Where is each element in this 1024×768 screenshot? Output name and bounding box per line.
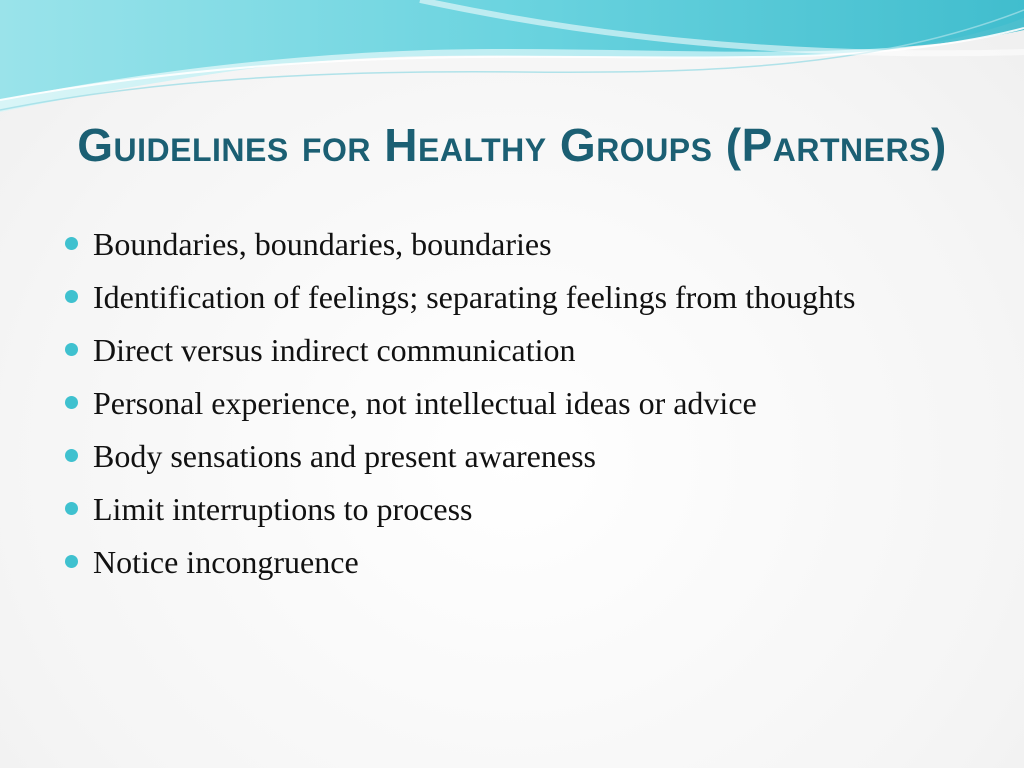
bullet-dot-icon: [65, 502, 78, 515]
bullet-dot-icon: [65, 290, 78, 303]
bullet-dot-icon: [65, 449, 78, 462]
header-wave-decoration: [0, 0, 1024, 130]
bullet-list: [62, 222, 942, 593]
bullet-item: [62, 487, 942, 531]
bullet-text: Limit interruptions to process: [93, 491, 473, 527]
bullet-text: Notice incongruence: [93, 544, 359, 580]
bullet-text: Direct versus indirect communication: [93, 332, 576, 368]
bullet-dot-icon: [65, 555, 78, 568]
bullet-text: Boundaries, boundaries, boundaries: [93, 226, 552, 262]
bullet-text: Body sensations and present awareness: [93, 438, 596, 474]
bullet-dot-icon: [65, 237, 78, 250]
bullet-text: Personal experience, not intellectual ideas or advice: [93, 385, 757, 421]
bullet-item: [62, 434, 942, 478]
bullet-item: [62, 540, 942, 584]
bullet-text: Identification of feelings; separating feelings from thoughts: [93, 279, 856, 315]
bullet-item: [62, 328, 942, 372]
bullet-dot-icon: [65, 343, 78, 356]
bullet-dot-icon: [65, 396, 78, 409]
bullet-item: [62, 275, 942, 319]
bullet-item: [62, 381, 942, 425]
slide-title: Guidelines for Healthy Groups (Partners): [77, 119, 947, 171]
bullet-item: [62, 222, 942, 266]
